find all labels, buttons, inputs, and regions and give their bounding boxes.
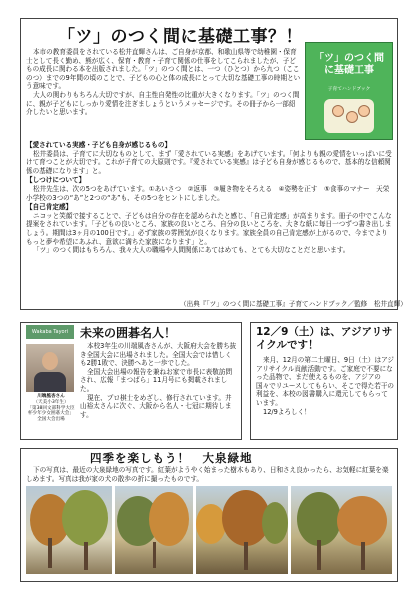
- park-photo-2: [115, 486, 193, 574]
- top-article-sections: [26, 140, 394, 255]
- top-article-headline: 「ツ」のつく間に基礎工事？！: [58, 27, 303, 47]
- notice-paragraph: 12/9よろしく！: [263, 407, 311, 416]
- top-article-intro: [26, 48, 301, 117]
- caption-line: 川端風杏さん: [37, 394, 65, 399]
- go-article-body: [80, 342, 238, 419]
- person-body: [34, 372, 66, 392]
- intro-paragraph: 本市の教育委員をされている松井直輝さんは、ご自身が京都、和歌山県等で幼稚園・保育士として長く勤め、熊が広く、保育・教育・子育て関係の仕事をしてこられましたが、子どもの成長に関わる本を出版されました。「ツ」のつく間とは、一つ（ひとつ）から九つ（ここのつ）までの9年間の頃のことで、子どもの心と体の成長にとって大切な基礎工事の時期という意味です。: [26, 48, 301, 91]
- section-heading: 【自己肯定感】: [26, 203, 73, 212]
- student-photo-caption: [26, 394, 76, 423]
- notice-paragraph: 来月、12月の第二土曜日、9日（土）はアジアリサイクル貢献活動です。ご家庭で不要になった品物で、まだ使えるものを、アジアの国々でリユースしてもらい、そこで得た若干の利益を、本校の図書購入に還元してもらっています。: [256, 356, 395, 407]
- go-article-headline: 未来の囲碁名人！: [80, 326, 177, 340]
- child-face-icon: [332, 105, 344, 117]
- section-body: 松井委員は、子育てに大切なものとして、まず「愛されている実感」をあげています。「何よりも親の愛情をいっぱいに受けて育つことが大切です。これが子育ての大原則です。『愛されている実感』は子ども自身が感じるもので、基本的な信頼関係の基礎になります」と。: [26, 149, 392, 175]
- park-photo-3: [196, 486, 288, 574]
- caption-line: （天美小3年生）: [33, 399, 69, 405]
- section-body: 「ツ」のつく間はもちろん、我々大人の職場や人間関係にあてはめても、とても大切なことだと思います。: [33, 246, 350, 255]
- student-photo: [26, 344, 74, 392]
- caption-line: 全国大会出場: [37, 417, 65, 423]
- section-heading: 【愛されている実感・子ども自身が感じるもの】: [26, 141, 172, 149]
- intro-paragraph: 大人の関わりもちろん大切ですが、自主性自発性の比重が大きくなります。「ツ」のつく間に、親が子どもにしっかり愛情を注ぎましょうというメッセージです。その冊子から一部紹介したいと思います。: [26, 90, 300, 117]
- source-citation: （出典『「ツ」のつく間に基礎工事』子育てハンドブック／監修 松井直輝）: [180, 300, 407, 308]
- park-photo-1: [26, 486, 112, 574]
- child-face-icon: [346, 111, 358, 123]
- park-photo-4: [291, 486, 392, 574]
- park-article-headline: 四季を楽しもう！ 大泉緑地: [90, 451, 253, 465]
- book-title: 「ツ」のつく間に基礎工事: [314, 53, 384, 76]
- book-subtitle: 子育てハンドブック: [327, 87, 371, 92]
- go-paragraph: 現在、プロ棋士をめざし、修行されています。井山裕太さんに次ぐ、大阪から名人・七冠に期待します。: [80, 393, 232, 419]
- section-heading: 【しつけについて】: [26, 176, 86, 185]
- book-illustration: [324, 99, 374, 133]
- person-head: [42, 352, 58, 370]
- go-paragraph: 本校3年生の川端風杏さんが、大阪府大会を勝ち抜き全国大会に出場されました。全国大会では惜しくも2勝1敗で、決勝へあと一歩でした。: [80, 342, 237, 368]
- park-article-body: [26, 466, 392, 483]
- go-paragraph: 全国大会出場の報告を兼ねお家で市長に表敬訪問され、広報「まつばら」11月号にも掲載されました。: [80, 367, 233, 393]
- section-body: 松井先生は、次の5つをあげています。①あいさつ ②返事 ③履き物をそろえる ④姿勢を正す ⑤食事のマナー 天栄小学校の3つの“あ”と2つの“あ”も、その5つをヒントにしました。: [26, 184, 390, 202]
- book-cover-image: [305, 42, 393, 140]
- newsletter-logo-badge: Wakaba Tayori: [26, 325, 74, 339]
- section-body: ニコッと笑顔で接することで、子どもは自分の存在を認められたと感じ、「自己肯定感」が高まります。冊子の中でこんな提案をされています。「子どもの良いところ、家族の良いところ、自分の良いところを、大きな紙に毎日一つずつ書き出しましょう。期間は3ヶ月の100日です。」必ず家族の雰囲気が良くなります。家族全員の自己肯定感が上がるので、今までよりもっと夢や希望にあふれ、意欲に満ちた家族になります」と。: [26, 211, 392, 246]
- recycle-notice-body: [256, 356, 394, 416]
- recycle-notice-title: 12／9（土）は、アジアリサイクルです！: [256, 326, 393, 351]
- child-face-icon: [358, 105, 370, 117]
- park-paragraph: 下の写真は、最近の大泉緑地の写真です。紅葉がようやく始まった樹木もあり、日和さえ良かったら、お気軽に紅葉を楽しめます。写真は我が家の犬の散歩の折に撮ったものです。: [26, 466, 389, 483]
- caption-line: 「第38回文部科学大臣杯少年少女囲碁大会」: [27, 405, 75, 417]
